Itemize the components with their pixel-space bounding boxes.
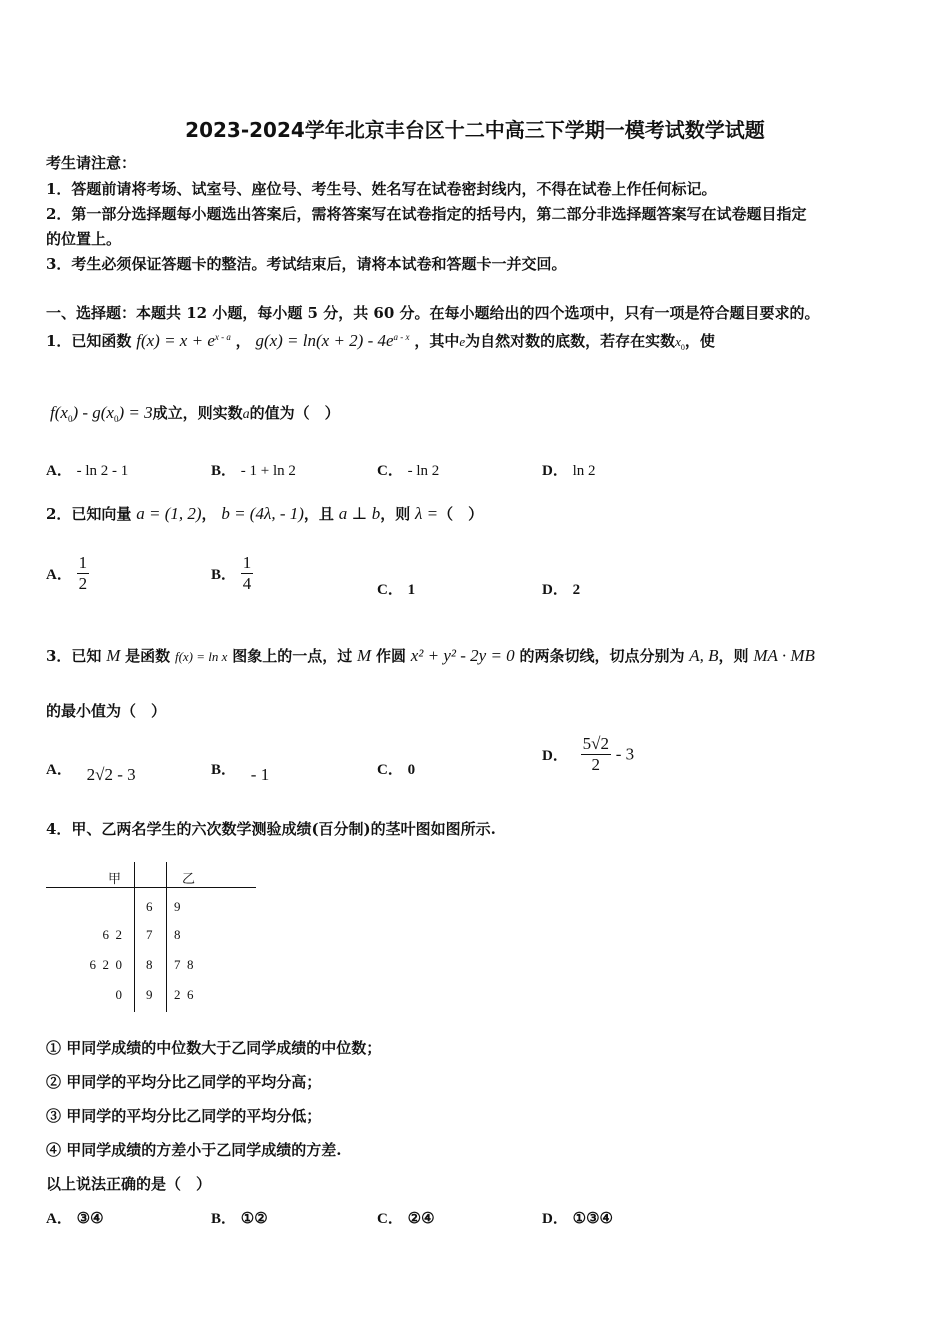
- q2-sep2: ，且: [303, 505, 334, 523]
- plot-stem: 6: [146, 899, 153, 914]
- option-label: C．: [377, 463, 403, 479]
- plot-leaf-right: 9: [174, 899, 181, 914]
- q4-option-c[interactable]: [377, 1207, 435, 1228]
- plot-leaf-left: 6 2 0: [89, 957, 122, 972]
- q2-perp: a ⊥ b: [338, 504, 381, 523]
- plot-divider-right: [166, 862, 167, 1012]
- fraction-numerator: 5√2: [582, 734, 609, 753]
- section-heading: 一、选择题：本题共 12 小题，每小题 5 分，共 60 分。在每小题给出的四个选项中，只有一项是符合题目要求的。: [46, 304, 820, 322]
- q3-t5: ，则: [718, 647, 749, 665]
- option-text: - 1 + ln 2: [240, 463, 296, 479]
- option-label: B．: [211, 762, 237, 778]
- q2-vector-a: a = (1, 2): [136, 504, 202, 523]
- q3-dot: MA · MB: [753, 646, 815, 665]
- q2-sep: ，: [201, 505, 217, 523]
- plot-left-header: 甲: [108, 871, 122, 886]
- plot-stem: 8: [146, 957, 153, 972]
- q1-x0: x: [675, 334, 681, 349]
- plot-stem: 7: [146, 927, 153, 942]
- option-label: B．: [211, 1211, 237, 1227]
- statement-1: ① 甲同学成绩的中位数大于乙同学成绩的中位数；: [46, 1039, 382, 1057]
- page-title: 2023-2024学年北京丰台区十二中高三下学期一模考试数学试题: [185, 118, 765, 142]
- fraction-denominator: 4: [242, 574, 252, 593]
- option-text: ①③④: [572, 1209, 613, 1227]
- plot-divider-left: [134, 862, 135, 1012]
- option-text: ②④: [407, 1209, 435, 1227]
- q3-prefix: 3．已知: [46, 647, 102, 665]
- option-text: 1: [407, 582, 416, 598]
- q4-option-d[interactable]: [542, 1207, 613, 1228]
- fraction-numerator: 1: [242, 553, 252, 572]
- q1-f-exp: x - a: [214, 332, 231, 342]
- question-3-line1: [46, 645, 815, 666]
- q2-option-c[interactable]: [377, 578, 415, 599]
- q1-cond3: ) = 3: [118, 403, 153, 422]
- q3-t4: 的两条切线，切点分别为: [519, 647, 685, 665]
- option-label: A．: [46, 762, 72, 778]
- q1-mid: ，其中: [414, 332, 460, 350]
- q1-mid2: 为自然对数的底数，若存在实数: [465, 332, 676, 350]
- q1-option-b[interactable]: [211, 459, 296, 480]
- q2-prefix: 2．已知向量: [46, 505, 132, 523]
- q1-a: a: [242, 407, 250, 422]
- fraction-denominator: 2: [591, 755, 601, 774]
- option-text: 2: [572, 582, 581, 598]
- q2-lambda: λ =: [415, 504, 439, 523]
- fraction-numerator: 1: [78, 553, 88, 572]
- notice-item-2-cont: 的位置上。: [46, 230, 122, 248]
- q3-t1: 是函数: [125, 647, 171, 665]
- q1-x0-sub: 0: [680, 343, 685, 352]
- option-label: B．: [211, 463, 237, 479]
- q2-option-b[interactable]: [211, 553, 253, 594]
- q3-AB: A, B: [689, 646, 719, 665]
- q2-paren: （ ）: [438, 505, 484, 523]
- question-1-line1: [46, 330, 715, 352]
- plot-right-header: 乙: [182, 871, 196, 886]
- q4-option-a[interactable]: [46, 1207, 104, 1228]
- q3-option-d[interactable]: [542, 734, 634, 775]
- q2-option-a[interactable]: [46, 553, 89, 594]
- q1-cond: f(x: [50, 403, 68, 422]
- option-text: 2√2 - 3: [86, 765, 136, 784]
- q2-end: ，则: [380, 505, 411, 523]
- option-label: D．: [542, 748, 568, 764]
- option-tail: - 3: [615, 744, 635, 764]
- plot-leaf-left: 0: [115, 987, 122, 1002]
- plot-leaf-right: 7 8: [174, 957, 194, 972]
- q1-cond2: ) - g(x: [72, 403, 114, 422]
- plot-leaf-left: 6 2: [102, 927, 122, 942]
- q1-cond-sub1: 0: [67, 414, 73, 424]
- option-label: D．: [542, 582, 568, 598]
- statement-4: ④ 甲同学成绩的方差小于乙同学成绩的方差.: [46, 1141, 342, 1159]
- notice-heading: 考生请注意：: [46, 154, 137, 172]
- notice-item-1: 1．答题前请将考场、试室号、座位号、考生号、姓名写在试卷密封线内，不得在试卷上作任何标记。: [46, 180, 717, 198]
- question-4-stem: 4．甲、乙两名学生的六次数学测验成绩(百分制)的茎叶图如图所示.: [46, 820, 496, 838]
- q1-option-c[interactable]: [377, 459, 439, 480]
- q1-f: f(x) = x + e: [136, 331, 215, 350]
- question-1-line2: [50, 402, 340, 424]
- plot-stem: 9: [146, 987, 153, 1002]
- q3-circle: x² + y² - 2y = 0: [410, 646, 515, 665]
- statement-3: ③ 甲同学的平均分比乙同学的平均分低；: [46, 1107, 322, 1125]
- option-text: ③④: [76, 1209, 104, 1227]
- q1-line2: 成立，则实数: [152, 404, 243, 422]
- q4-option-b[interactable]: [211, 1207, 268, 1228]
- question-3-line2: 的最小值为（ ）: [46, 702, 167, 720]
- q1-g: g(x) = ln(x + 2) - 4e: [255, 331, 394, 350]
- statement-2: ② 甲同学的平均分比乙同学的平均分高；: [46, 1073, 322, 1091]
- q3-M-2: M: [357, 646, 372, 665]
- question-2: [46, 503, 483, 524]
- option-label: A．: [46, 1211, 72, 1227]
- q3-option-b[interactable]: [211, 758, 270, 784]
- option-label: C．: [377, 1211, 403, 1227]
- q3-t2: 图象上的一点，过: [232, 647, 353, 665]
- q3-t3: 作圆: [375, 647, 406, 665]
- notice-item-2: 2．第一部分选择题每小题选出答案后，需将答案写在试卷指定的括号内，第二部分非选择题答案写在试卷题目指定: [46, 205, 807, 223]
- option-label: D．: [542, 463, 568, 479]
- option-text: - ln 2: [407, 463, 440, 479]
- option-text: 0: [407, 762, 416, 778]
- q1-g-exp: a - x: [393, 332, 410, 342]
- q2-option-d[interactable]: [542, 578, 580, 599]
- q3-fx: f(x) = ln x: [174, 649, 228, 664]
- q1-option-a[interactable]: [46, 459, 128, 480]
- q3-M: M: [106, 646, 121, 665]
- option-label: A．: [46, 463, 72, 479]
- q1-sep: ，: [235, 332, 251, 350]
- q2-vector-b: b = (4λ, - 1): [221, 504, 304, 523]
- plot-leaf-right: 8: [174, 927, 181, 942]
- q1-cond-sub2: 0: [113, 414, 119, 424]
- plot-header-line: [46, 887, 256, 888]
- option-label: C．: [377, 582, 403, 598]
- option-text: ①②: [240, 1209, 268, 1227]
- option-text: - 1: [250, 765, 270, 784]
- question-4-prompt: 以上说法正确的是（ ）: [46, 1175, 212, 1193]
- fraction-denominator: 2: [78, 574, 88, 593]
- option-label: C．: [377, 762, 403, 778]
- q1-line2b: 的值为（ ）: [249, 404, 340, 422]
- q3-option-a[interactable]: [46, 758, 136, 784]
- option-label: D．: [542, 1211, 568, 1227]
- option-label: B．: [211, 567, 237, 583]
- option-label: A．: [46, 567, 72, 583]
- option-text: - ln 2 - 1: [76, 463, 129, 479]
- q1-prefix: 1．已知函数: [46, 332, 132, 350]
- q1-option-d[interactable]: [542, 459, 596, 480]
- q1-e: e: [459, 334, 466, 349]
- stem-leaf-plot: [46, 862, 258, 1012]
- option-text: ln 2: [572, 463, 596, 479]
- notice-item-3: 3．考生必须保证答题卡的整洁。考试结束后，请将本试卷和答题卡一并交回。: [46, 255, 567, 273]
- q1-end: ，使: [684, 332, 715, 350]
- plot-leaf-right: 2 6: [174, 987, 194, 1002]
- q3-option-c[interactable]: [377, 758, 415, 779]
